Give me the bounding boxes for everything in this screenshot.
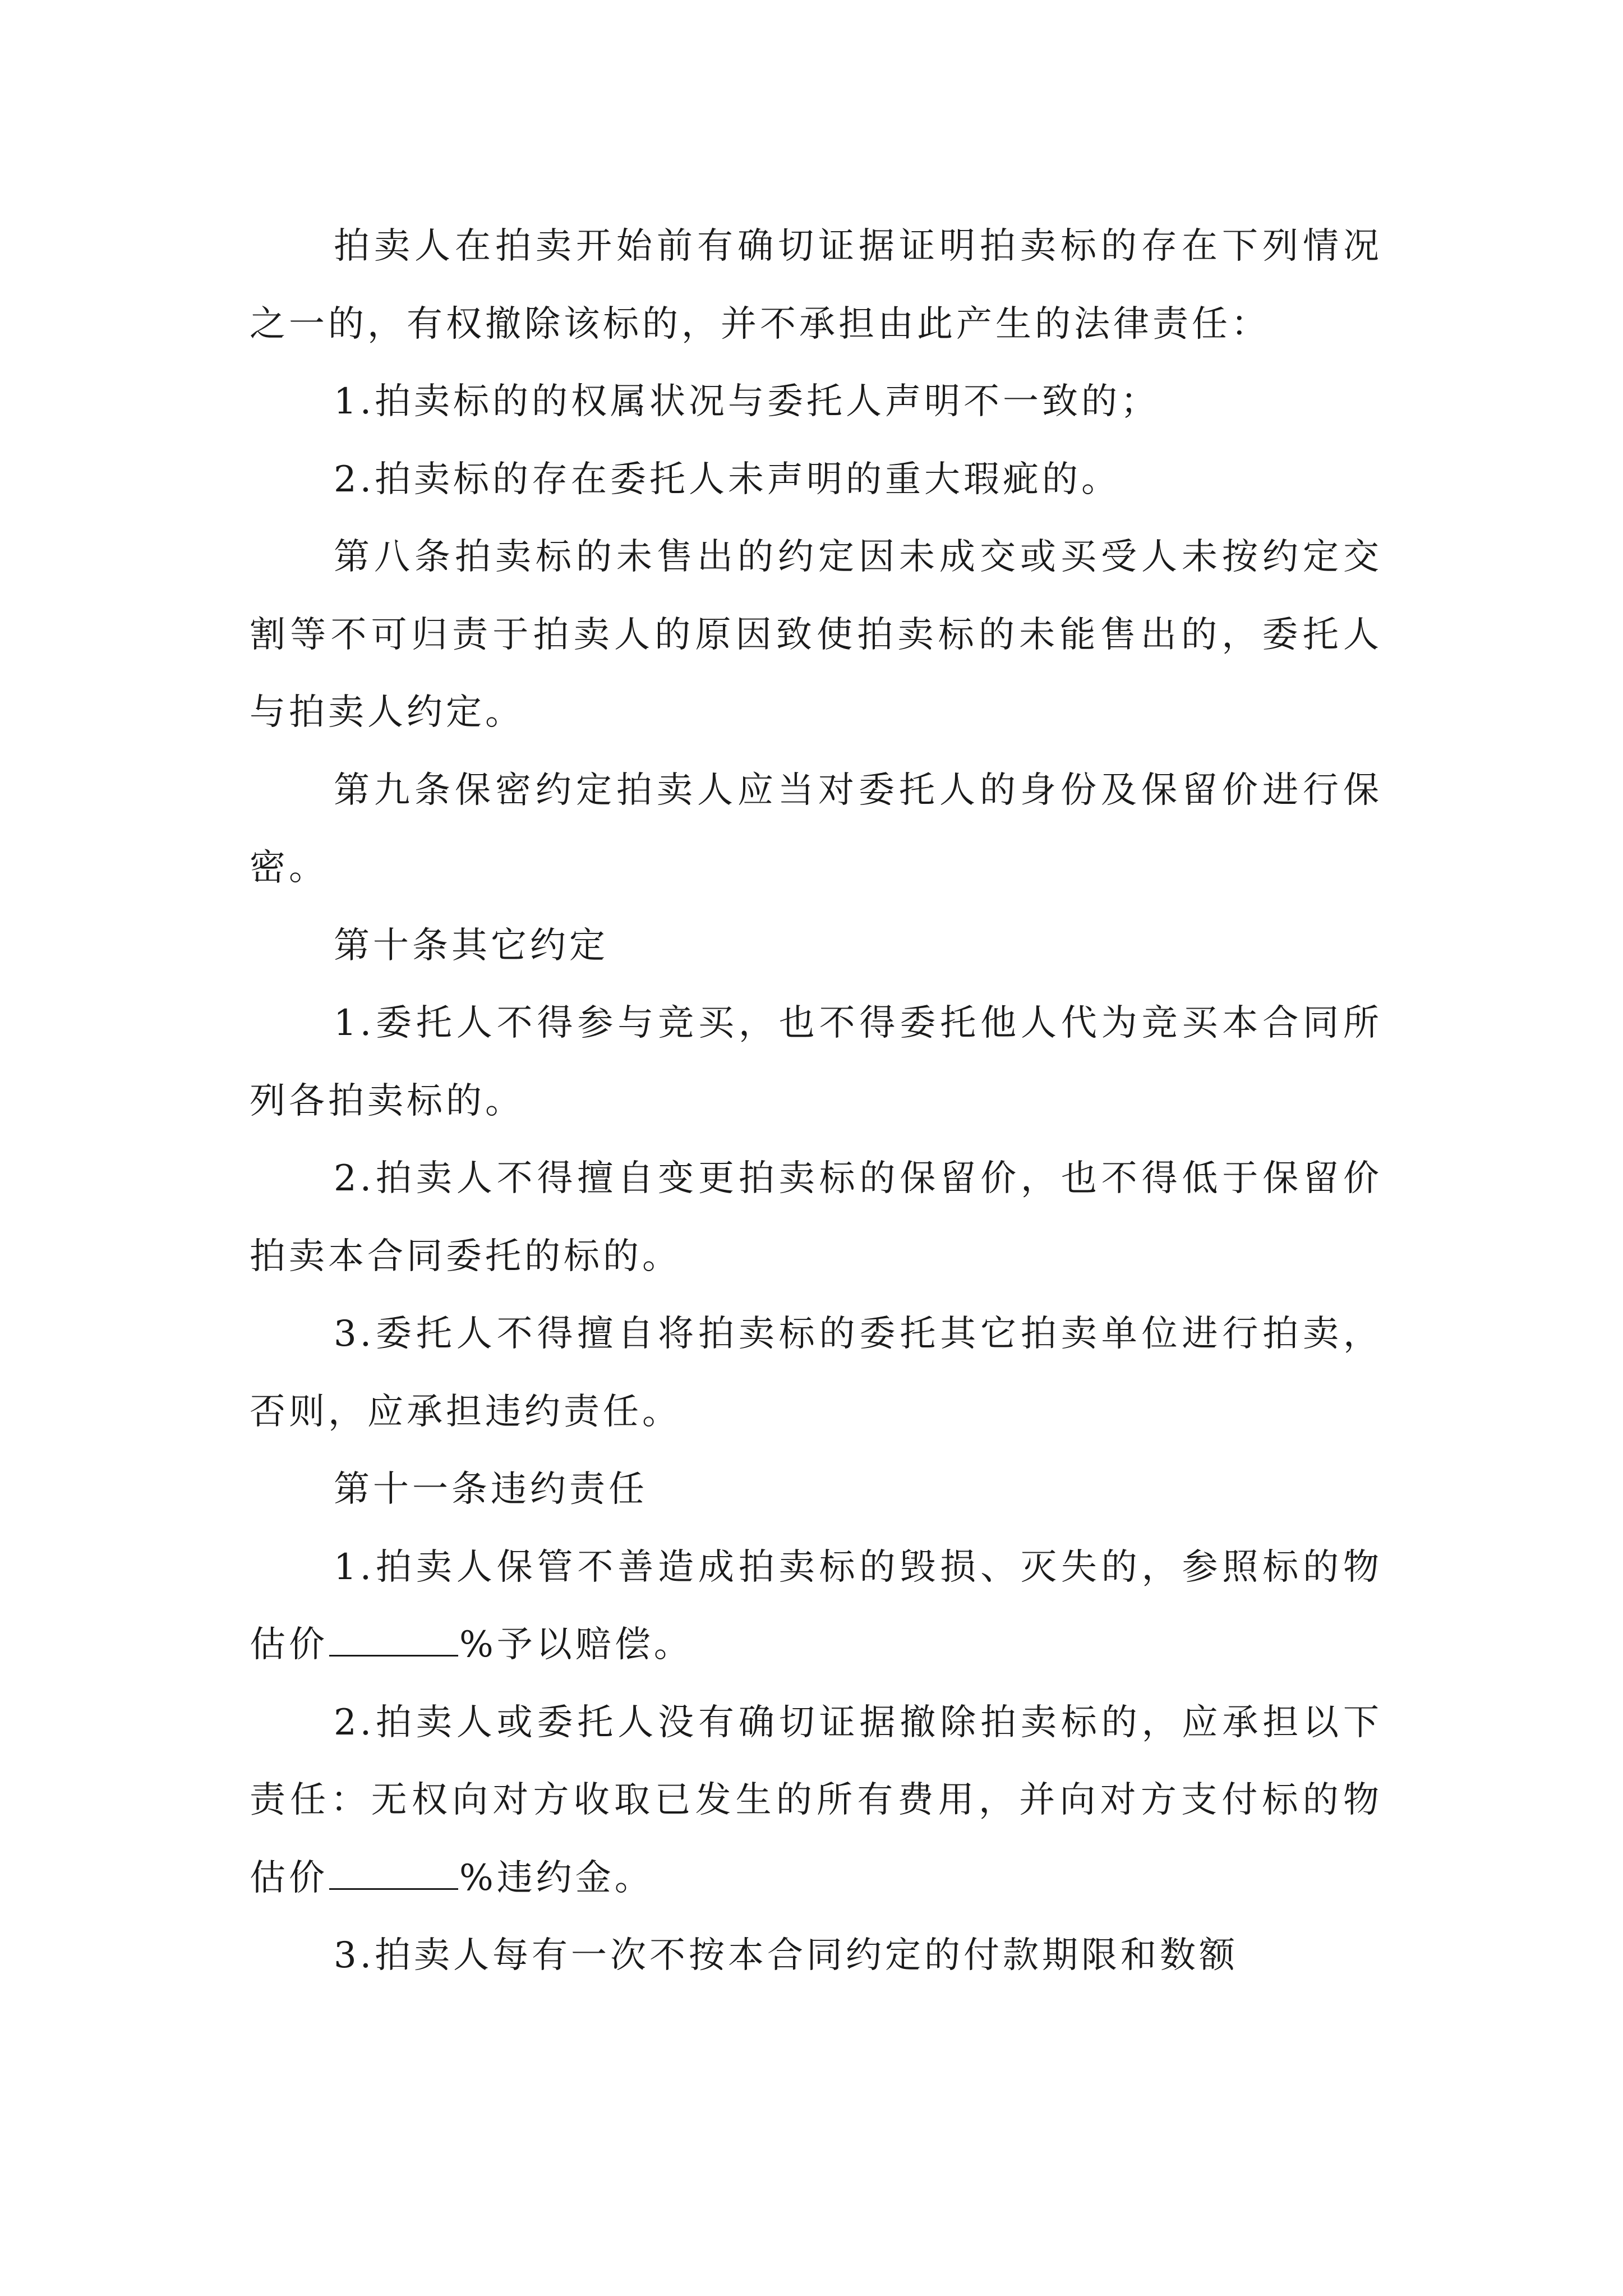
list-item-reserve-price: 2.拍卖人不得擅自变更拍卖标的保留价，也不得低于保留价拍卖本合同委托的标的。 bbox=[250, 1158, 1382, 1277]
withdrawal-penalty-suffix: %违约金。 bbox=[459, 1857, 654, 1899]
damage-compensation-suffix: %予以赔偿。 bbox=[459, 1624, 693, 1665]
damage-compensation-text: 1.拍卖人保管不善造成拍卖标的毁损、灭失的，参照标的物估价 bbox=[250, 1546, 1382, 1665]
list-item-withdrawal-penalty bbox=[250, 1684, 1382, 1917]
list-item-undeclared-defect: 2.拍卖标的存在委托人未声明的重大瑕疵的。 bbox=[334, 458, 1121, 500]
paragraph-withdrawal-right: 拍卖人在拍卖开始前有确切证据证明拍卖标的存在下列情况之一的，有权撤除该标的，并不承担由此产生的法律责任： bbox=[250, 226, 1382, 345]
percentage-blank-field[interactable] bbox=[329, 1856, 458, 1890]
document-body bbox=[250, 208, 1382, 1995]
article-11-heading: 第十一条违约责任 bbox=[334, 1469, 648, 1510]
list-item-no-bidding: 1.委托人不得参与竞买，也不得委托他人代为竞买本合同所列各拍卖标的。 bbox=[250, 1002, 1382, 1122]
article-8-unsold-items: 第八条拍卖标的未售出的约定因未成交或买受人未按约定交割等不可归责于拍卖人的原因致使拍卖标的未能售出的，委托人与拍卖人约定。 bbox=[250, 536, 1382, 733]
article-9-confidentiality: 第九条保密约定拍卖人应当对委托人的身份及保留价进行保密。 bbox=[250, 769, 1382, 889]
list-item-no-other-auctioneer: 3.委托人不得擅自将拍卖标的委托其它拍卖单位进行拍卖，否则，应承担违约责任。 bbox=[250, 1313, 1382, 1433]
list-item-damage-compensation bbox=[250, 1529, 1382, 1684]
article-10-heading: 第十条其它约定 bbox=[334, 924, 608, 967]
withdrawal-penalty-text: 2.拍卖人或委托人没有确切证据撤除拍卖标的，应承担以下责任：无权向对方收取已发生的所有费用，并向对方支付标的物估价 bbox=[250, 1701, 1382, 1899]
list-item-ownership-mismatch: 1.拍卖标的的权属状况与委托人声明不一致的； bbox=[334, 381, 1160, 422]
percentage-blank-field[interactable] bbox=[329, 1622, 458, 1657]
list-item-payment-terms: 3.拍卖人每有一次不按本合同约定的付款期限和数额 bbox=[334, 1935, 1239, 1976]
